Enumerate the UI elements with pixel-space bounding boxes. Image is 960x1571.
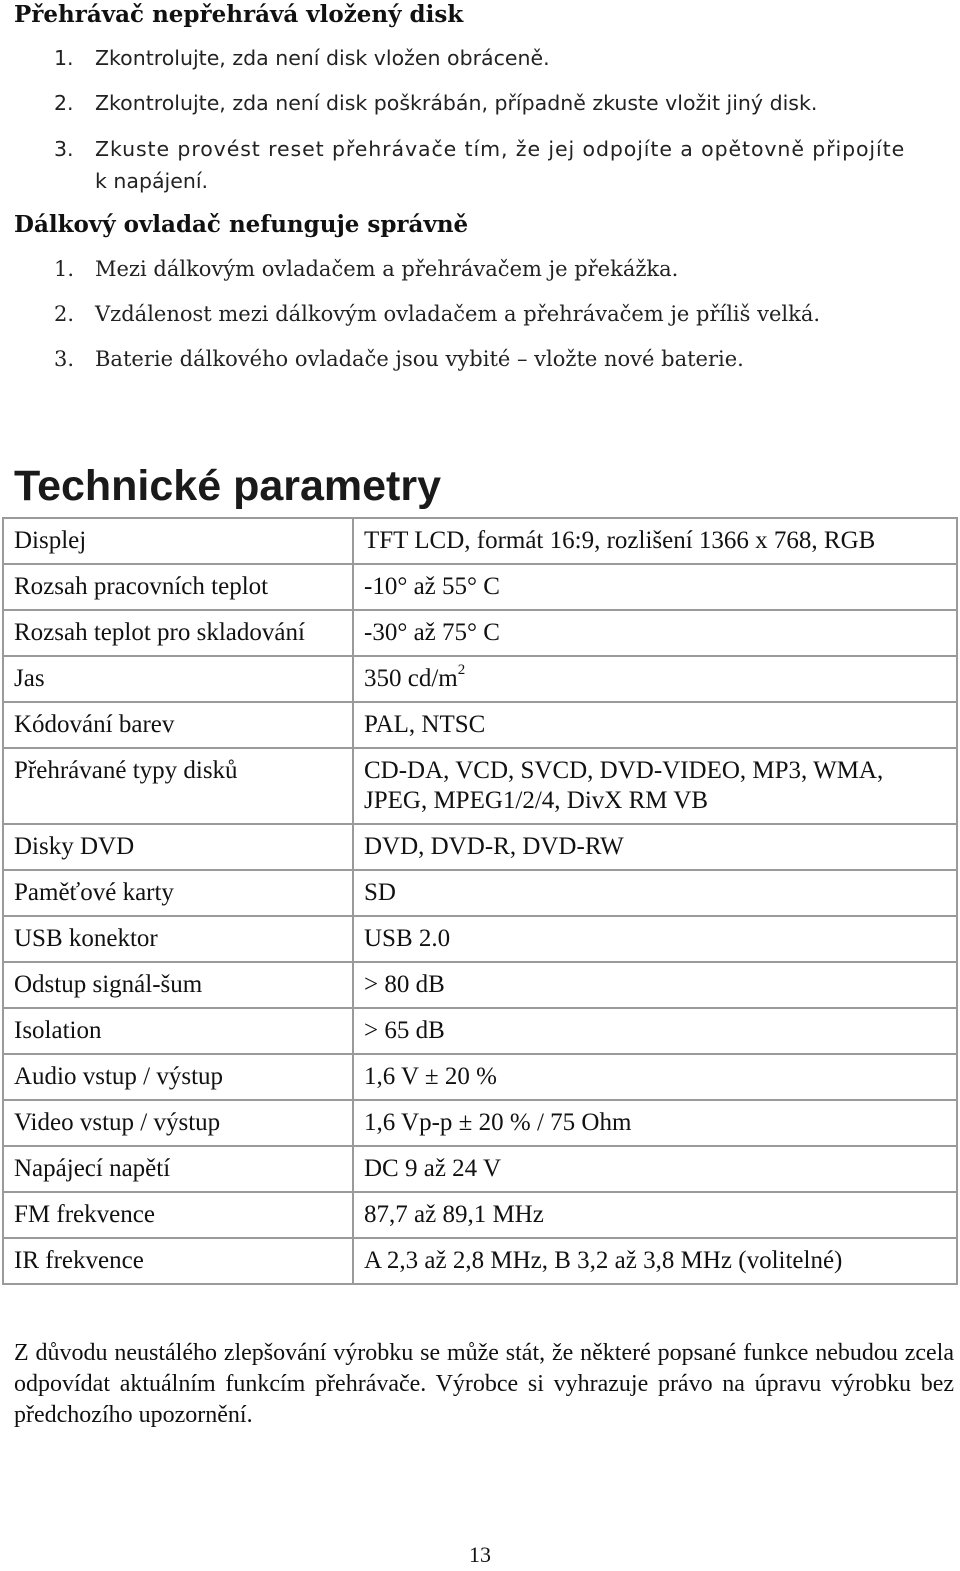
spec-value-line: CD-DA, VCD, SVCD, DVD-VIDEO, MP3, WMA, (364, 757, 884, 784)
table-row (3, 824, 957, 870)
spec-value-text: 350 cd/m (364, 665, 458, 692)
spec-value: A 2,3 až 2,8 MHz, B 3,2 až 3,8 MHz (volitelné) (353, 1238, 957, 1284)
spec-value: PAL, NTSC (353, 702, 957, 748)
spec-value: USB 2.0 (353, 916, 957, 962)
item-text: Baterie dálkového ovladače jsou vybité – vložte nové baterie. (95, 347, 744, 371)
table-row (3, 962, 957, 1008)
spec-label: Displej (3, 518, 353, 564)
item-number: 2. (54, 91, 74, 115)
item-text: Zkontrolujte, zda není disk vložen obráceně. (95, 46, 550, 70)
spec-label: Odstup signál-šum (3, 962, 353, 1008)
table-row (3, 702, 957, 748)
disclaimer-note: Z důvodu neustálého zlepšování výrobku se může stát, že některé popsané funkce nebudou zcela odpovídat aktuálním funkcím přehrávače. Výrobce si vyhrazuje právo na úpravu výrobku bez předchozího upozornění. (14, 1340, 954, 1428)
spec-value: > 80 dB (353, 962, 957, 1008)
spec-value: DC 9 až 24 V (353, 1146, 957, 1192)
page-number: 13 (469, 1542, 491, 1567)
item-text: k napájení. (95, 169, 209, 193)
spec-label: Napájecí napětí (3, 1146, 353, 1192)
item-text: Vzdálenost mezi dálkovým ovladačem a přehrávačem je příliš velká. (95, 302, 821, 326)
spec-label: Paměťové karty (3, 870, 353, 916)
spec-label: Jas (3, 656, 353, 702)
table-row (3, 564, 957, 610)
item-text: Mezi dálkovým ovladačem a přehrávačem je překážka. (95, 257, 679, 281)
item-text: Zkontrolujte, zda není disk poškrábán, případně zkuste vložit jiný disk. (95, 91, 818, 115)
table-row (3, 518, 957, 564)
item-number: 2. (54, 302, 75, 326)
spec-value: TFT LCD, formát 16:9, rozlišení 1366 x 768, RGB (353, 518, 957, 564)
spec-label: Přehrávané typy disků (3, 748, 353, 824)
spec-label: Rozsah teplot pro skladování (3, 610, 353, 656)
spec-value: -10° až 55° C (353, 564, 957, 610)
superscript: 2 (457, 661, 466, 678)
spec-value: DVD, DVD-R, DVD-RW (353, 824, 957, 870)
spec-label: USB konektor (3, 916, 353, 962)
spec-value: SD (353, 870, 957, 916)
spec-label: Kódování barev (3, 702, 353, 748)
table-row (3, 1054, 957, 1100)
spec-value: > 65 dB (353, 1008, 957, 1054)
table-row (3, 1146, 957, 1192)
remote-problem-heading: Dálkový ovladač nefunguje správně (14, 211, 469, 238)
spec-value: 1,6 Vp-p ± 20 % / 75 Ohm (353, 1100, 957, 1146)
table-row (3, 1192, 957, 1238)
item-number: 3. (54, 347, 75, 371)
item-number: 1. (54, 257, 75, 281)
item-number: 1. (54, 46, 74, 70)
spec-label: FM frekvence (3, 1192, 353, 1238)
item-number: 3. (54, 137, 74, 161)
table-row (3, 916, 957, 962)
specs-title: Technické parametry (14, 462, 442, 510)
spec-label: Audio vstup / výstup (3, 1054, 353, 1100)
table-row (3, 870, 957, 916)
spec-value (353, 748, 957, 824)
spec-label: Disky DVD (3, 824, 353, 870)
spec-value: 1,6 V ± 20 % (353, 1054, 957, 1100)
spec-value: 87,7 až 89,1 MHz (353, 1192, 957, 1238)
spec-value (353, 656, 957, 702)
table-row (3, 1008, 957, 1054)
spec-value: -30° až 75° C (353, 610, 957, 656)
disc-problem-heading: Přehrávač nepřehrává vložený disk (14, 1, 464, 28)
spec-label: IR frekvence (3, 1238, 353, 1284)
item-text: Zkuste provést reset přehrávače tím, že jej odpojíte a opětovně připojíte (95, 137, 906, 161)
spec-label: Rozsah pracovních teplot (3, 564, 353, 610)
spec-label: Video vstup / výstup (3, 1100, 353, 1146)
table-row (3, 748, 957, 824)
specs-table (2, 517, 958, 1285)
table-row (3, 610, 957, 656)
table-row (3, 656, 957, 702)
table-row (3, 1100, 957, 1146)
spec-label: Isolation (3, 1008, 353, 1054)
spec-value-line: JPEG, MPEG1/2/4, DivX RM VB (364, 787, 709, 814)
table-row (3, 1238, 957, 1284)
